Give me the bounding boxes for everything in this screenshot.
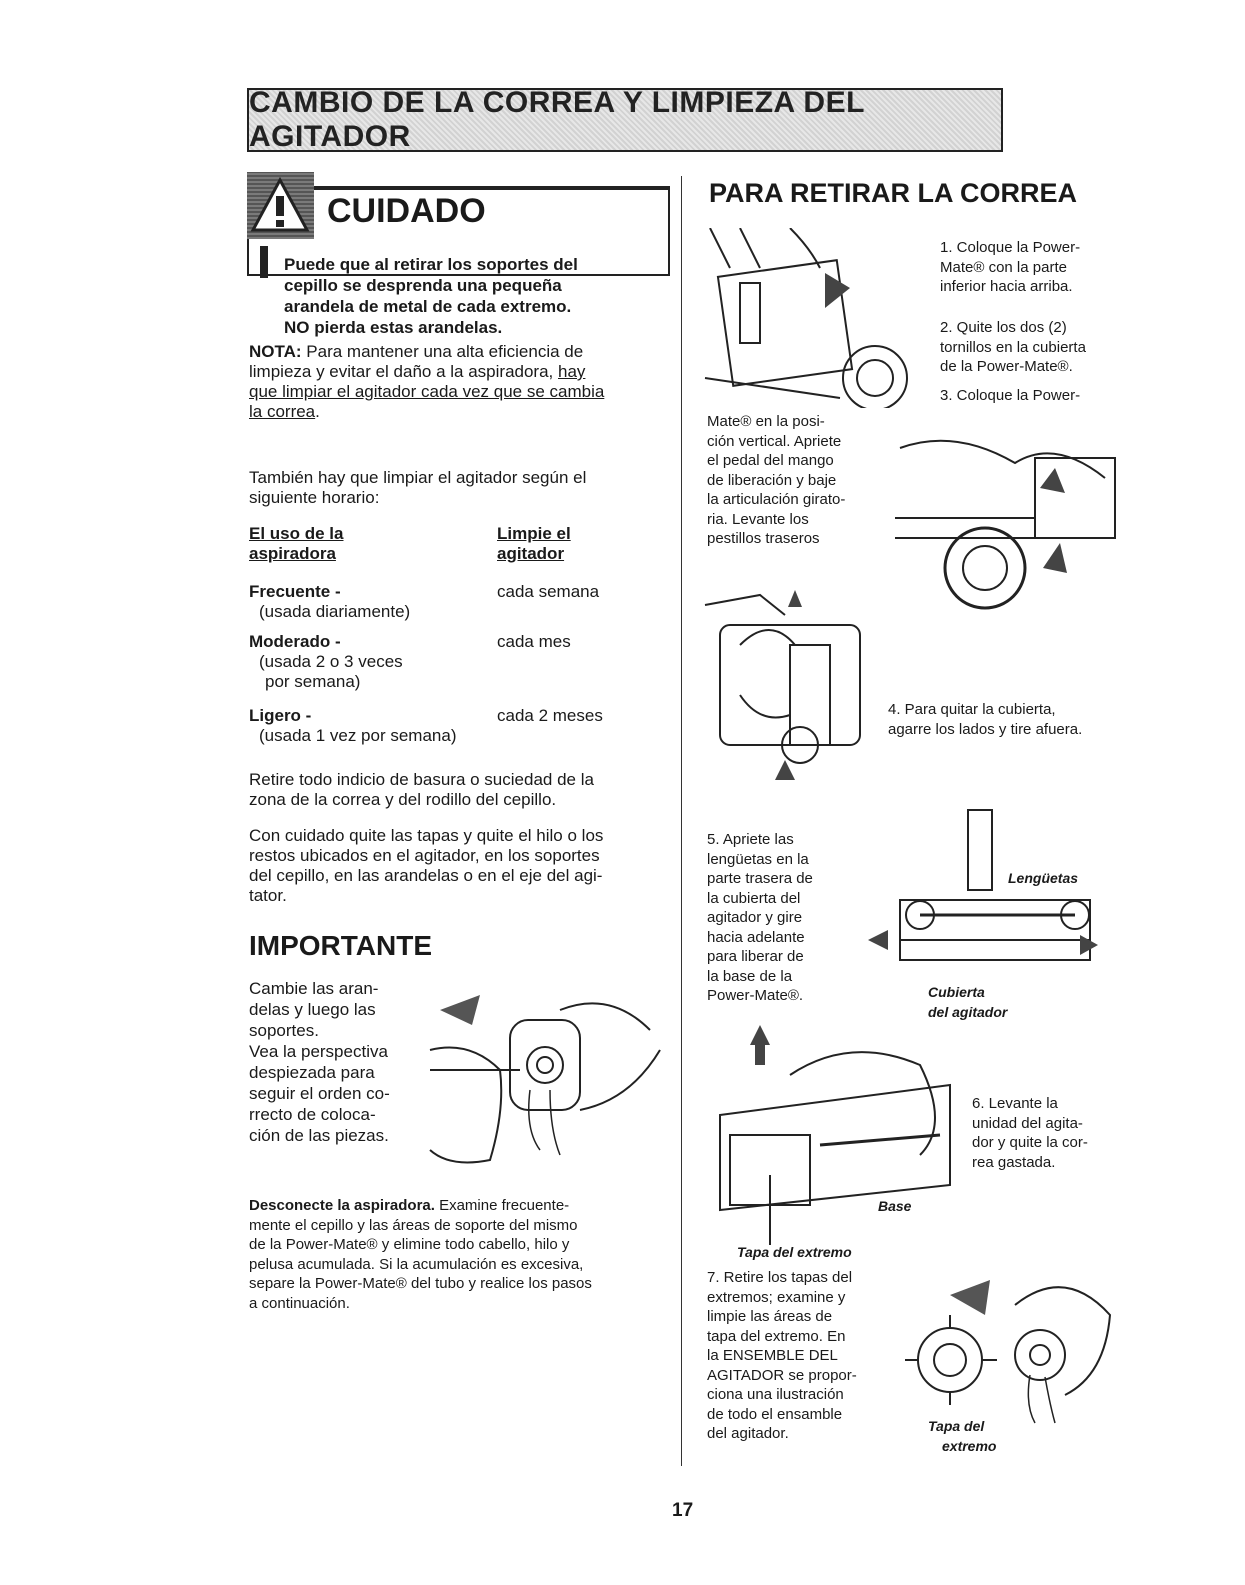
- retire-line: Retire todo indicio de basura o suciedad de la: [249, 770, 594, 789]
- row-frequency: cada mes: [497, 632, 571, 651]
- label-base: Base: [878, 1198, 912, 1214]
- step-line: tornillos en la cubierta: [940, 338, 1086, 356]
- retire-line: zona de la correa y del rodillo del cepillo.: [249, 790, 557, 809]
- importante-text: [249, 978, 390, 1146]
- disconnect-line: separe la Power-Mate® del tubo y realice los pasos: [249, 1275, 592, 1292]
- label-end-cap: Tapa del: [928, 1418, 985, 1434]
- row-level: Moderado -: [249, 632, 341, 651]
- header-line: agitador: [497, 544, 565, 563]
- disconnect-paragraph: [249, 1196, 592, 1313]
- disconnect-bold: Desconecte la aspiradora.: [249, 1197, 435, 1214]
- nota-underlined: la correa: [249, 402, 316, 421]
- nota-paragraph: [249, 342, 669, 422]
- caution-line: NO pierda estas arandelas.: [284, 318, 503, 337]
- schedule-row: [249, 582, 410, 622]
- step-line: tapa del extremo. En: [707, 1327, 846, 1345]
- caution-left-rule: [260, 246, 268, 278]
- step-line: del agitador.: [707, 1425, 789, 1442]
- cleaning-line: Con cuidado quite las tapas y quite el hilo o los: [249, 826, 604, 845]
- washer-illustration: [410, 990, 670, 1170]
- nota-text: Para mantener una alta eficiencia de: [301, 342, 584, 361]
- step-line: inferior hacia arriba.: [940, 278, 1073, 295]
- row-detail: (usada 1 vez por semana): [259, 726, 457, 745]
- step-line: ción vertical. Apriete: [707, 432, 842, 450]
- step-line: ciona una ilustración: [707, 1386, 844, 1403]
- importante-line: ción de las piezas.: [249, 1126, 389, 1145]
- step-line: 5. Apriete las: [707, 831, 794, 848]
- step-1: [940, 238, 1080, 297]
- label-end-cap: extremo: [942, 1438, 997, 1454]
- importante-line: seguir el orden co-: [249, 1084, 390, 1103]
- step-line: 7. Retire los tapas del: [707, 1269, 853, 1286]
- disconnect-line: Examine frecuente-: [434, 1197, 570, 1214]
- caution-title: CUIDADO: [327, 192, 486, 230]
- step-4: [888, 700, 1082, 739]
- step-line: Power-Mate®.: [707, 987, 804, 1004]
- nota-label: NOTA:: [249, 342, 302, 361]
- step-line: de la Power-Mate®.: [940, 358, 1073, 375]
- step-line: lengüetas en la: [707, 850, 809, 868]
- cleaning-line: del cepillo, en las arandelas o en el eje del agi-: [249, 866, 603, 885]
- step-line: pestillos traseros: [707, 530, 820, 547]
- importante-line: rrecto de coloca-: [249, 1105, 376, 1124]
- label-end-cap: Tapa del extremo: [737, 1244, 852, 1260]
- step-line: para liberar de: [707, 948, 804, 965]
- schedule-row: [249, 706, 457, 746]
- step-line: la ENSEMBLE DEL: [707, 1347, 838, 1364]
- step-line: parte trasera de: [707, 870, 813, 887]
- step-line: la cubierta del: [707, 889, 801, 907]
- page-title: CAMBIO DE LA CORREA Y LIMPIEZA DEL AGITADOR: [249, 86, 865, 153]
- header-line: El uso de la: [249, 524, 344, 543]
- step-line: el pedal del mango: [707, 452, 834, 469]
- importante-line: soportes.: [249, 1021, 319, 1040]
- row-detail: (usada 2 o 3 veces: [259, 652, 403, 671]
- row-level: Ligero -: [249, 706, 312, 725]
- step-line: ria. Levante los: [707, 510, 809, 528]
- importante-line: delas y luego las: [249, 1000, 376, 1019]
- end-cap-illustration: [905, 1265, 1120, 1425]
- cleaning-paragraph: [249, 826, 603, 906]
- header-line: Limpie el: [497, 524, 571, 543]
- nota-text: limpieza y evitar el daño a la aspiradora,: [249, 362, 558, 381]
- step-line: AGITADOR se propor-: [707, 1366, 857, 1384]
- schedule-intro: [249, 468, 586, 508]
- section-title-banner: [247, 88, 1003, 152]
- agitator-cover-illustration: [860, 805, 1100, 985]
- step-line: Mate® en la posi-: [707, 413, 825, 430]
- agitator-lift-illustration: [700, 1025, 965, 1245]
- header-line: aspiradora: [249, 544, 336, 563]
- retire-paragraph: [249, 770, 594, 810]
- nota-text: .: [315, 402, 320, 421]
- row-level: Frecuente -: [249, 582, 341, 601]
- nota-underlined: hay: [558, 362, 586, 381]
- cleaning-line: restos ubicados en el agitador, en los soportes: [249, 846, 600, 865]
- step-line: la articulación girato-: [707, 491, 846, 508]
- step-line: 1. Coloque la Power-: [940, 239, 1081, 256]
- step-line: agarre los lados y tire afuera.: [888, 720, 1083, 738]
- caution-line: Puede que al retirar los soportes del: [284, 255, 578, 274]
- page-number: 17: [672, 1500, 694, 1521]
- disconnect-line: a continuación.: [249, 1294, 350, 1312]
- row-frequency: cada semana: [497, 582, 600, 601]
- disconnect-line: mente el cepillo y las áreas de soporte del mismo: [249, 1216, 578, 1234]
- importante-line: Vea la perspectiva: [249, 1042, 388, 1061]
- importante-line: Cambie las aran-: [249, 979, 379, 998]
- step-line: rea gastada.: [972, 1153, 1056, 1171]
- step-3-intro: 3. Coloque la Power-: [940, 387, 1081, 404]
- schedule-row: [249, 632, 403, 692]
- section-heading: PARA RETIRAR LA CORREA: [709, 178, 1077, 208]
- latch-illustration: [895, 418, 1120, 613]
- cleaning-line: tator.: [249, 886, 287, 905]
- label-tabs: Lengüetas: [1008, 870, 1079, 886]
- label-cover: del agitador: [928, 1004, 1008, 1020]
- row-detail: por semana): [265, 672, 361, 691]
- importante-heading: IMPORTANTE: [249, 930, 433, 961]
- step-line: 4. Para quitar la cubierta,: [888, 701, 1056, 718]
- importante-line: despiezada para: [249, 1063, 375, 1082]
- cover-removal-illustration: [700, 585, 885, 785]
- step-6: [972, 1094, 1088, 1172]
- disconnect-line: pelusa acumulada. Si la acumulación es excesiva,: [249, 1255, 584, 1273]
- step-3: [707, 412, 845, 549]
- step-line: de liberación y baje: [707, 471, 837, 489]
- step-line: la base de la: [707, 967, 793, 985]
- step-5: [707, 830, 813, 1006]
- step-line: unidad del agita-: [972, 1114, 1083, 1132]
- column-divider: [681, 176, 682, 1466]
- schedule-intro-line: siguiente horario:: [249, 488, 380, 507]
- row-detail: (usada diariamente): [259, 602, 411, 621]
- disconnect-line: de la Power-Mate® y elimine todo cabello, hilo y: [249, 1236, 570, 1253]
- step-line: agitador y gire: [707, 909, 803, 926]
- step-line: Mate® con la parte: [940, 258, 1067, 276]
- step-line: limpie las áreas de: [707, 1308, 833, 1325]
- step-7: [707, 1268, 857, 1444]
- caution-body: [284, 254, 664, 338]
- step-line: de todo el ensamble: [707, 1405, 843, 1423]
- caution-line: arandela de metal de cada extremo.: [284, 297, 572, 316]
- step-line: 2. Quite los dos (2): [940, 319, 1067, 336]
- schedule-col1-header: [249, 524, 343, 564]
- row-frequency: cada 2 meses: [497, 706, 603, 725]
- schedule-intro-line: También hay que limpiar el agitador según el: [249, 468, 587, 487]
- step-line: extremos; examine y: [707, 1288, 846, 1306]
- step-line: dor y quite la cor-: [972, 1134, 1088, 1151]
- step-line: 6. Levante la: [972, 1095, 1058, 1112]
- step-2: [940, 318, 1086, 377]
- label-cover: Cubierta: [928, 984, 985, 1000]
- nota-underlined: que limpiar el agitador cada vez que se cambia: [249, 382, 605, 401]
- powermate-underside-illustration: [700, 228, 930, 408]
- step-line: hacia adelante: [707, 928, 805, 946]
- schedule-col2-header: [497, 524, 571, 564]
- warning-triangle-icon: [247, 172, 314, 239]
- caution-line: cepillo se desprenda una pequeña: [284, 276, 562, 295]
